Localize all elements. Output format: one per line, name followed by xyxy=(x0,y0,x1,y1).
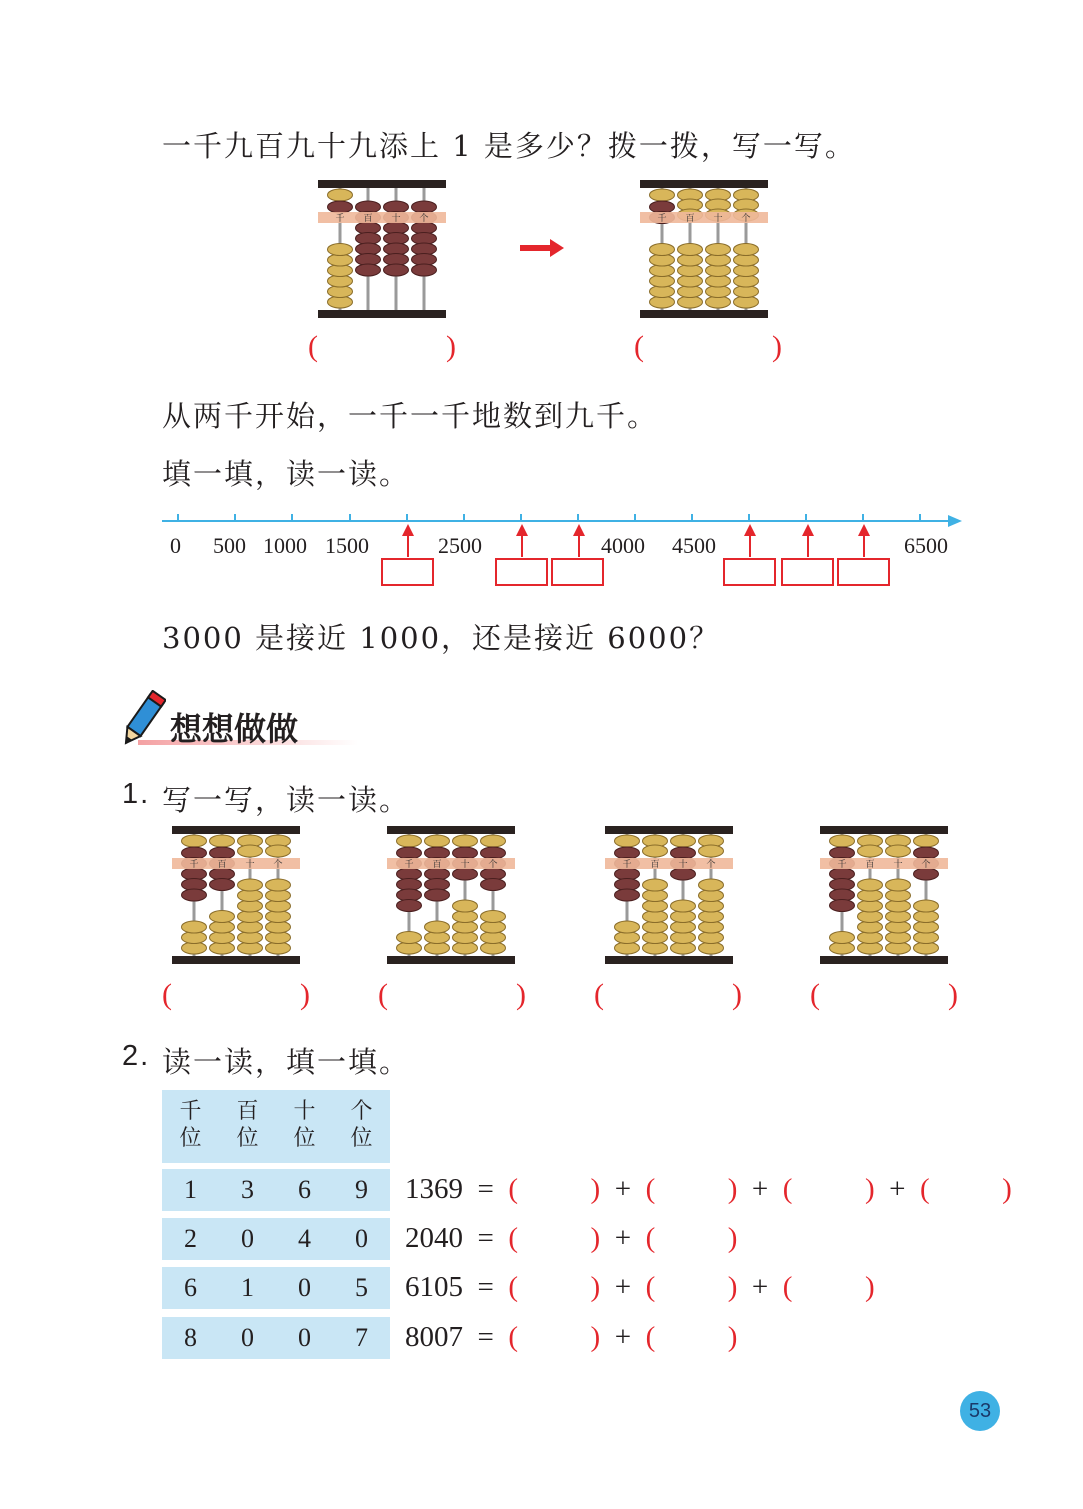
q2-number: 2. xyxy=(122,1040,151,1072)
header-top: 十 xyxy=(293,1099,316,1124)
count-instruction: 从两千开始，一千一千地数到九千。 xyxy=(162,399,659,433)
abacus-place-label: 千 xyxy=(404,860,414,870)
counted-bead xyxy=(384,264,409,276)
digit-tens: 0 xyxy=(298,1323,311,1352)
answer-paren-close: ) xyxy=(516,978,526,1011)
answer-paren-open: ( xyxy=(594,978,604,1011)
abacus-frame xyxy=(640,180,768,188)
q2-text: 读一读，填一填。 xyxy=(162,1045,411,1079)
answer-paren-open: ( xyxy=(378,978,388,1011)
digit-tens: 4 xyxy=(298,1224,311,1253)
uncounted-bead xyxy=(886,845,911,857)
place-value-row xyxy=(162,1218,390,1260)
uncounted-bead xyxy=(425,835,450,847)
tick-label: 4000 xyxy=(601,533,645,558)
uncounted-bead xyxy=(643,845,668,857)
expansion-equation: 6105 = ( ) + ( ) + ( ) xyxy=(405,1271,875,1303)
digit-ones: 9 xyxy=(355,1175,368,1204)
abacus-2000 xyxy=(640,178,770,320)
abacus-place-label: 千 xyxy=(189,860,199,870)
tick-label: 1000 xyxy=(263,533,307,558)
counted-bead xyxy=(425,889,450,901)
uncounted-bead xyxy=(886,879,911,891)
up-arrow-icon xyxy=(398,524,418,558)
up-arrow-icon xyxy=(798,524,818,558)
tick-label: 2500 xyxy=(438,533,482,558)
abacus xyxy=(387,824,517,966)
place-value-row xyxy=(162,1169,390,1211)
abacus-frame xyxy=(172,956,300,964)
uncounted-bead xyxy=(830,932,855,944)
digit-hundreds: 1 xyxy=(241,1273,254,1302)
abacus-place-label: 个 xyxy=(706,860,716,870)
abacus-place-label: 个 xyxy=(273,860,283,870)
abacus-place-label: 百 xyxy=(865,860,875,870)
abacus-place-label: 百 xyxy=(432,860,442,870)
up-arrow-icon xyxy=(512,524,532,558)
digit-thousands: 2 xyxy=(184,1224,197,1253)
uncounted-bead xyxy=(453,835,478,847)
uncounted-bead xyxy=(830,835,855,847)
answer-paren-open: ( xyxy=(308,330,318,363)
fill-read-instruction: 填一填，读一读。 xyxy=(162,457,411,491)
header-top: 个 xyxy=(350,1099,373,1124)
answer-box[interactable] xyxy=(495,558,548,586)
uncounted-bead xyxy=(678,244,703,256)
counted-bead xyxy=(397,900,422,912)
digit-hundreds: 3 xyxy=(241,1175,254,1204)
uncounted-bead xyxy=(914,835,939,847)
answer-paren-close: ) xyxy=(772,330,782,363)
digit-ones: 0 xyxy=(355,1224,368,1253)
uncounted-bead xyxy=(481,835,506,847)
abacus-place-label: 千 xyxy=(837,860,847,870)
answer-paren-close: ) xyxy=(300,978,310,1011)
tick-label: 6500 xyxy=(904,533,948,558)
counted-bead xyxy=(182,889,207,901)
abacus-place-label: 千 xyxy=(622,860,632,870)
digit-ones: 7 xyxy=(355,1323,368,1352)
answer-box[interactable] xyxy=(381,558,434,586)
digit-ones: 5 xyxy=(355,1273,368,1302)
answer-paren-close: ) xyxy=(948,978,958,1011)
uncounted-bead xyxy=(706,244,731,256)
uncounted-bead xyxy=(453,900,478,912)
abacus-1999 xyxy=(318,178,448,320)
counted-bead xyxy=(615,889,640,901)
answer-paren-close: ) xyxy=(446,330,456,363)
counted-bead xyxy=(830,900,855,912)
abacus xyxy=(605,824,735,966)
digit-hundreds: 0 xyxy=(241,1224,254,1253)
uncounted-bead xyxy=(914,900,939,912)
uncounted-bead xyxy=(699,879,724,891)
abacus-frame xyxy=(387,826,515,834)
expansion-equation: 8007 = ( ) + ( ) xyxy=(405,1321,738,1353)
uncounted-bead xyxy=(650,244,675,256)
abacus xyxy=(820,824,950,966)
abacus xyxy=(172,824,302,966)
expansion-equation: 1369 = ( ) + ( ) + ( ) + ( ) xyxy=(405,1173,1012,1205)
counted-bead xyxy=(412,264,437,276)
uncounted-bead xyxy=(397,932,422,944)
abacus-frame xyxy=(318,180,446,188)
up-arrow-icon xyxy=(854,524,874,558)
abacus-place-label: 十 xyxy=(893,860,903,870)
abacus-place-label: 个 xyxy=(488,860,498,870)
counted-bead xyxy=(481,879,506,891)
abacus-place-label: 百 xyxy=(363,214,373,224)
tick-label: 1500 xyxy=(325,533,369,558)
answer-paren-open: ( xyxy=(162,978,172,1011)
uncounted-bead xyxy=(266,845,291,857)
header-top: 千 xyxy=(179,1099,202,1124)
uncounted-bead xyxy=(238,879,263,891)
answer-paren-close: ) xyxy=(732,978,742,1011)
expansion-equation: 2040 = ( ) + ( ) xyxy=(405,1222,738,1254)
uncounted-bead xyxy=(481,911,506,923)
q1-number: 1. xyxy=(122,778,151,810)
page-number: 53 xyxy=(960,1391,1000,1431)
section-title: 想想做做 xyxy=(170,710,299,748)
abacus-frame xyxy=(605,956,733,964)
answer-paren-open: ( xyxy=(810,978,820,1011)
abacus-frame xyxy=(605,826,733,834)
answer-paren-open: ( xyxy=(634,330,644,363)
abacus-frame xyxy=(318,310,446,318)
digit-tens: 6 xyxy=(298,1175,311,1204)
abacus-place-label: 十 xyxy=(460,860,470,870)
counted-bead xyxy=(356,264,381,276)
counted-bead xyxy=(328,201,353,213)
abacus-place-label: 千 xyxy=(657,214,667,224)
abacus-frame xyxy=(640,310,768,318)
answer-box[interactable] xyxy=(723,558,776,586)
compare-question: 3000 是接近 1000，还是接近 6000？ xyxy=(162,621,721,655)
place-value-row xyxy=(162,1317,390,1359)
answer-box[interactable] xyxy=(837,558,890,586)
header-bottom: 位 xyxy=(350,1126,373,1151)
tick-label: 4500 xyxy=(672,533,716,558)
uncounted-bead xyxy=(671,835,696,847)
abacus-place-label: 百 xyxy=(685,214,695,224)
uncounted-bead xyxy=(615,835,640,847)
abacus-place-label: 十 xyxy=(713,214,723,224)
uncounted-bead xyxy=(328,244,353,256)
digit-hundreds: 0 xyxy=(241,1323,254,1352)
abacus-place-label: 百 xyxy=(650,860,660,870)
digit-thousands: 8 xyxy=(184,1323,197,1352)
uncounted-bead xyxy=(328,189,353,201)
uncounted-bead xyxy=(858,879,883,891)
uncounted-bead xyxy=(210,835,235,847)
up-arrow-icon xyxy=(740,524,760,558)
uncounted-bead xyxy=(238,845,263,857)
pencil-icon xyxy=(118,690,166,752)
header-bottom: 位 xyxy=(293,1126,316,1151)
abacus-place-label: 十 xyxy=(391,214,401,224)
q1-text: 写一写，读一读。 xyxy=(162,783,411,817)
uncounted-bead xyxy=(699,845,724,857)
uncounted-bead xyxy=(615,921,640,933)
abacus-frame xyxy=(172,826,300,834)
up-arrow-icon xyxy=(569,524,589,558)
right-arrow-icon xyxy=(520,238,566,258)
intro-question: 一千九百九十九添上 1 是多少？拨一拨，写一写。 xyxy=(162,129,856,163)
digit-thousands: 1 xyxy=(184,1175,197,1204)
uncounted-bead xyxy=(425,921,450,933)
header-bottom: 位 xyxy=(236,1126,259,1151)
digit-tens: 0 xyxy=(298,1273,311,1302)
abacus-frame xyxy=(387,956,515,964)
uncounted-bead xyxy=(210,911,235,923)
abacus-place-label: 十 xyxy=(678,860,688,870)
abacus-frame xyxy=(820,956,948,964)
abacus-place-label: 个 xyxy=(419,214,429,224)
abacus-place-label: 百 xyxy=(217,860,227,870)
abacus-frame xyxy=(820,826,948,834)
abacus-place-label: 千 xyxy=(335,214,345,224)
counted-bead xyxy=(210,879,235,891)
uncounted-bead xyxy=(643,879,668,891)
abacus-place-label: 十 xyxy=(245,860,255,870)
answer-box[interactable] xyxy=(551,558,604,586)
abacus-place-label: 个 xyxy=(921,860,931,870)
uncounted-bead xyxy=(671,900,696,912)
uncounted-bead xyxy=(858,845,883,857)
uncounted-bead xyxy=(182,835,207,847)
uncounted-bead xyxy=(650,189,675,201)
place-value-header xyxy=(162,1090,390,1163)
tick-label: 500 xyxy=(213,533,246,558)
uncounted-bead xyxy=(182,921,207,933)
uncounted-bead xyxy=(266,879,291,891)
answer-box[interactable] xyxy=(781,558,834,586)
uncounted-bead xyxy=(397,835,422,847)
uncounted-bead xyxy=(734,244,759,256)
abacus-place-label: 个 xyxy=(741,214,751,224)
digit-thousands: 6 xyxy=(184,1273,197,1302)
tick-label: 0 xyxy=(170,533,181,558)
place-value-row xyxy=(162,1267,390,1309)
header-top: 百 xyxy=(236,1099,259,1124)
header-bottom: 位 xyxy=(179,1126,202,1151)
